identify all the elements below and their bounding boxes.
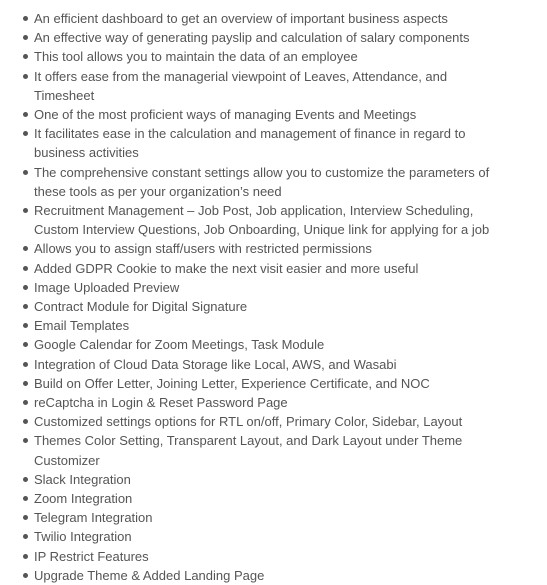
list-item: Email Templates	[0, 316, 500, 335]
list-item: IP Restrict Features	[0, 547, 500, 566]
list-item: Google Calendar for Zoom Meetings, Task Module	[0, 335, 500, 354]
list-item: An effective way of generating payslip and calculation of salary components	[0, 28, 500, 47]
list-item: This tool allows you to maintain the data of an employee	[0, 47, 500, 66]
list-item: Recruitment Management – Job Post, Job application, Interview Scheduling, Custom Interview Questions, Job Onboarding, Unique link for applying for a job	[0, 201, 500, 239]
list-item: One of the most proficient ways of managing Events and Meetings	[0, 105, 500, 124]
list-item: Build on Offer Letter, Joining Letter, Experience Certificate, and NOC	[0, 374, 500, 393]
list-item: It facilitates ease in the calculation and management of finance in regard to business activities	[0, 124, 500, 162]
list-item: Allows you to assign staff/users with restricted permissions	[0, 239, 500, 258]
list-item: Upgrade Theme & Added Landing Page	[0, 566, 500, 585]
list-item: Themes Color Setting, Transparent Layout, and Dark Layout under Theme Customizer	[0, 431, 500, 469]
list-item: Telegram Integration	[0, 508, 500, 527]
list-item: Integration of Cloud Data Storage like Local, AWS, and Wasabi	[0, 355, 500, 374]
list-item: Zoom Integration	[0, 489, 500, 508]
list-item: It offers ease from the managerial viewpoint of Leaves, Attendance, and Timesheet	[0, 67, 500, 105]
list-item: The comprehensive constant settings allow you to customize the parameters of these tools as per your organization’s need	[0, 163, 500, 201]
feature-list	[0, 9, 500, 585]
list-item: Image Uploaded Preview	[0, 278, 500, 297]
list-item: An efficient dashboard to get an overview of important business aspects	[0, 9, 500, 28]
list-item: Slack Integration	[0, 470, 500, 489]
list-item: Twilio Integration	[0, 527, 500, 546]
list-item: Contract Module for Digital Signature	[0, 297, 500, 316]
list-item: Customized settings options for RTL on/off, Primary Color, Sidebar, Layout	[0, 412, 500, 431]
list-item: Added GDPR Cookie to make the next visit easier and more useful	[0, 259, 500, 278]
list-item: reCaptcha in Login & Reset Password Page	[0, 393, 500, 412]
